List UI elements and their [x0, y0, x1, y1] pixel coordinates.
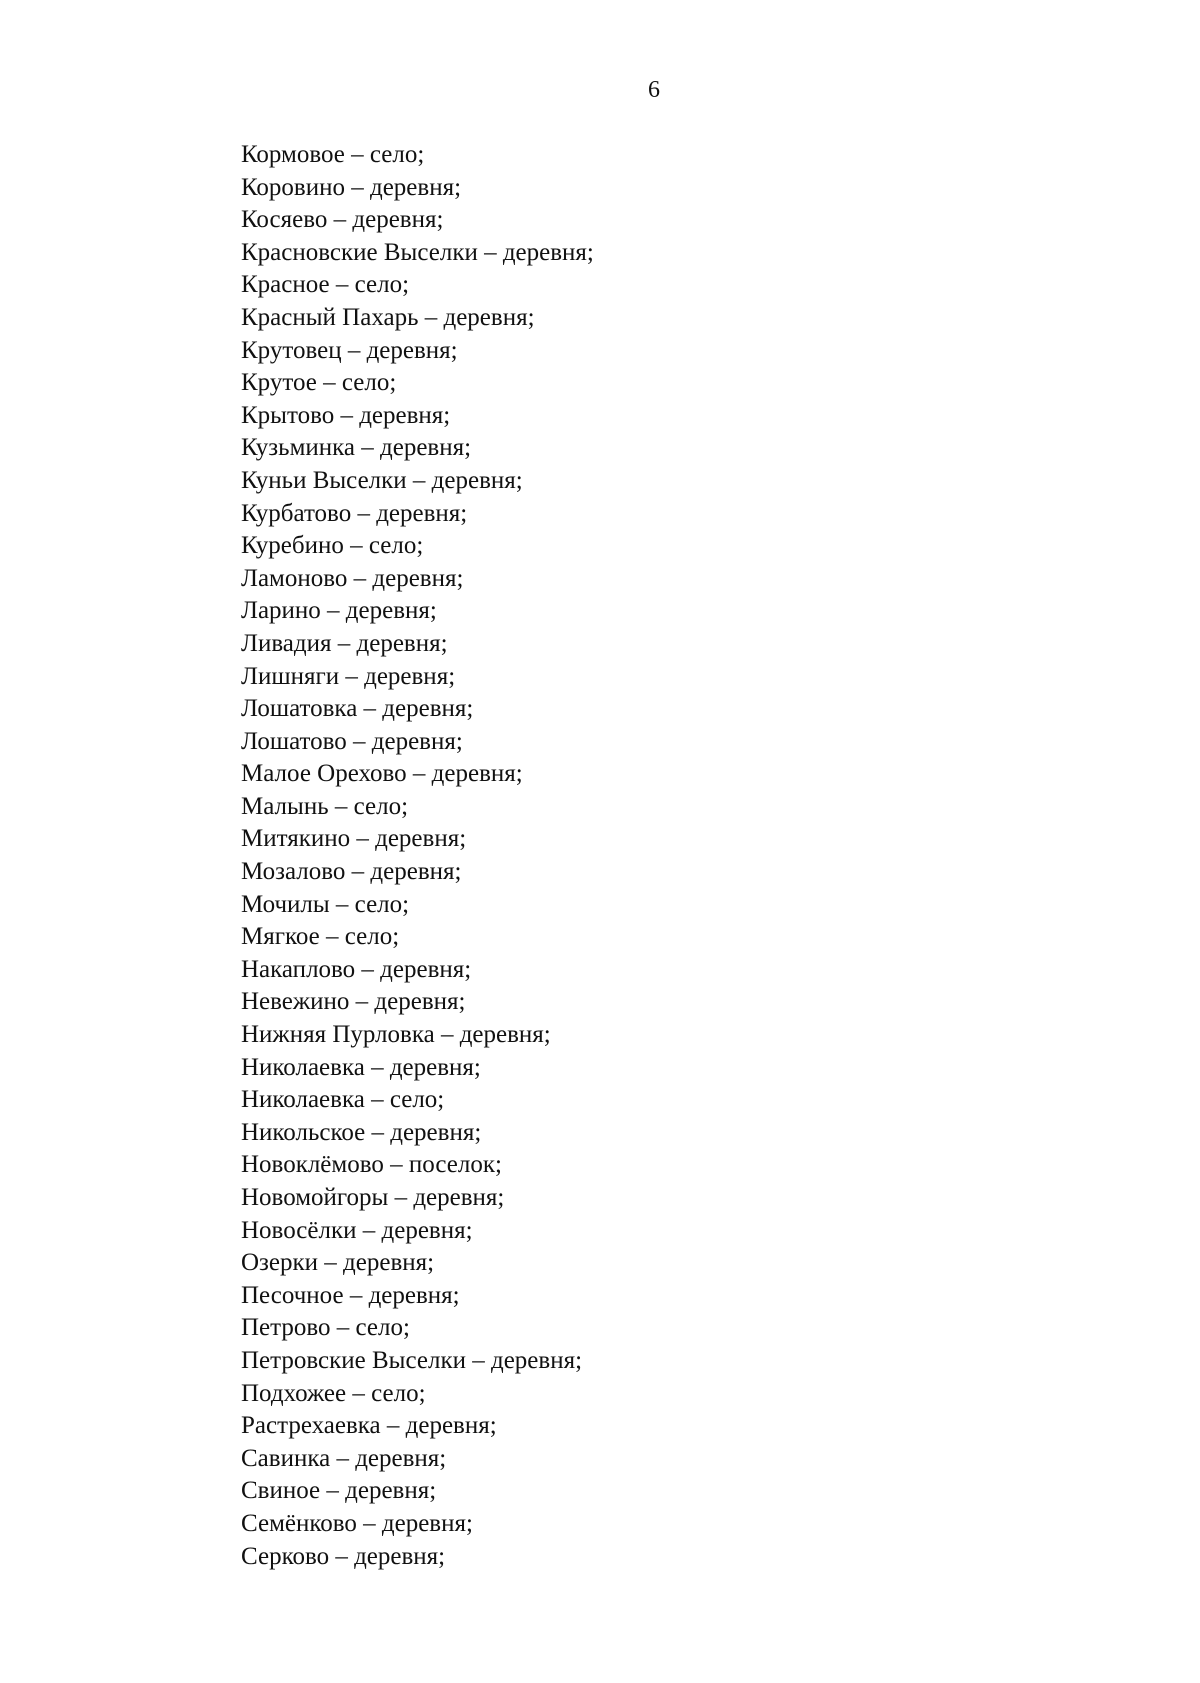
- list-item: Семёнково – деревня;: [241, 1509, 473, 1537]
- list-item: Нижняя Пурловка – деревня;: [241, 1021, 551, 1049]
- list-item: Коровино – деревня;: [241, 173, 462, 201]
- page-number: 6: [648, 77, 660, 103]
- list-item: Новосёлки – деревня;: [241, 1216, 473, 1244]
- settlement-list: [241, 139, 594, 1573]
- list-item: Савинка – деревня;: [241, 1444, 447, 1472]
- list-item: Куньи Выселки – деревня;: [241, 466, 523, 494]
- list-item: Свиное – деревня;: [241, 1477, 437, 1505]
- list-item: Малое Орехово – деревня;: [241, 760, 523, 788]
- list-item: Митякино – деревня;: [241, 825, 467, 853]
- list-item: Ливадия – деревня;: [241, 629, 448, 657]
- list-item: Петрово – село;: [241, 1314, 410, 1342]
- list-item: Подхожее – село;: [241, 1379, 426, 1407]
- list-item: Лишняги – деревня;: [241, 662, 456, 690]
- list-item: Никольское – деревня;: [241, 1118, 482, 1146]
- list-item: Ларино – деревня;: [241, 597, 437, 625]
- list-item: Мочилы – село;: [241, 890, 410, 918]
- list-item: Крутое – село;: [241, 369, 397, 397]
- list-item: Серково – деревня;: [241, 1542, 446, 1570]
- list-item: Лошатовка – деревня;: [241, 695, 474, 723]
- list-item: Красное – село;: [241, 271, 410, 299]
- list-item: Куребино – село;: [241, 532, 424, 560]
- list-item: Красный Пахарь – деревня;: [241, 303, 535, 331]
- list-item: Петровские Выселки – деревня;: [241, 1346, 583, 1374]
- list-item: Косяево – деревня;: [241, 206, 444, 234]
- list-item: Невежино – деревня;: [241, 988, 466, 1016]
- list-item: Малынь – село;: [241, 792, 409, 820]
- list-item: Кормовое – село;: [241, 141, 425, 168]
- list-item: Кузьминка – деревня;: [241, 434, 472, 462]
- list-item: Крутовец – деревня;: [241, 336, 458, 364]
- list-item: Крытово – деревня;: [241, 401, 451, 429]
- list-item: Николаевка – деревня;: [241, 1053, 481, 1081]
- list-item: Мозалово – деревня;: [241, 858, 462, 886]
- list-item: Накаплово – деревня;: [241, 955, 472, 983]
- list-item: Новоклёмово – поселок;: [241, 1151, 502, 1179]
- list-item: Ламоново – деревня;: [241, 564, 464, 592]
- list-item: Лошатово – деревня;: [241, 727, 463, 755]
- list-item: Озерки – деревня;: [241, 1249, 435, 1277]
- list-item: Курбатово – деревня;: [241, 499, 468, 527]
- list-item: Красновские Выселки – деревня;: [241, 238, 594, 266]
- list-item: Песочное – деревня;: [241, 1281, 460, 1309]
- list-item: Растрехаевка – деревня;: [241, 1412, 497, 1440]
- list-item: Николаевка – село;: [241, 1086, 445, 1114]
- list-item: Новомойгоры – деревня;: [241, 1184, 505, 1211]
- list-item: Мягкое – село;: [241, 923, 400, 951]
